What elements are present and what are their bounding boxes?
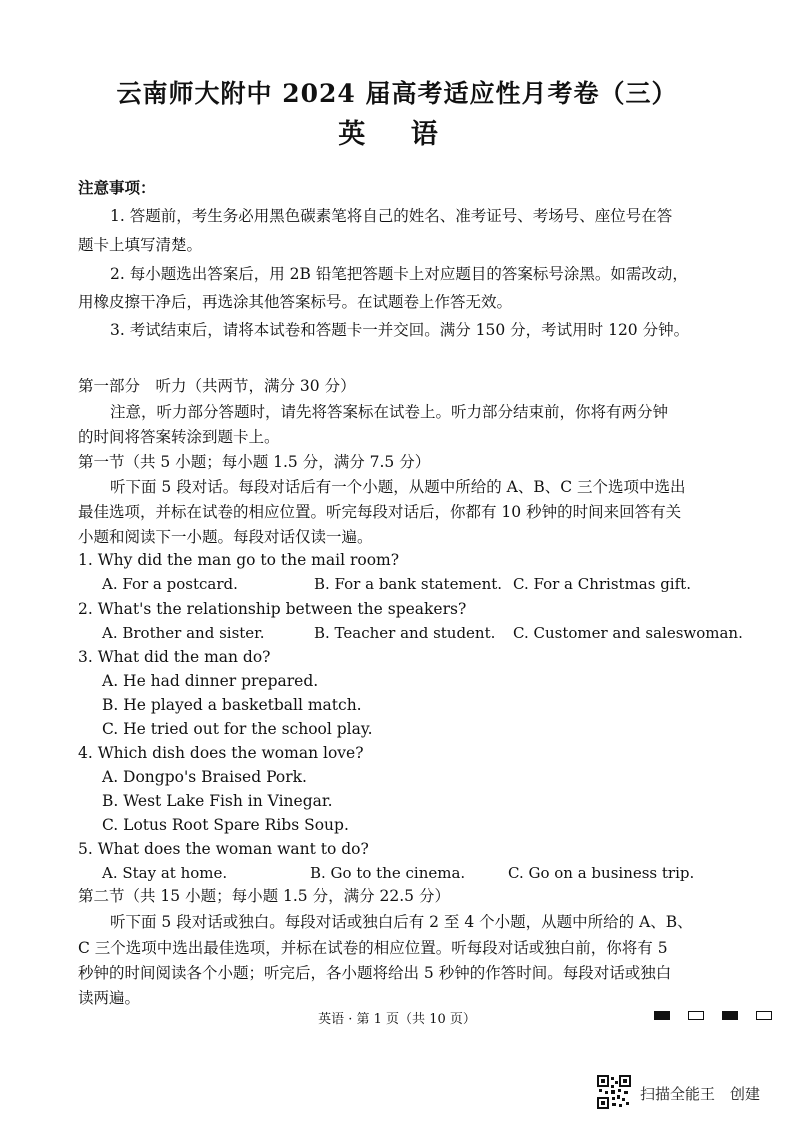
exam-title: 云南师大附中 2024 届高考适应性月考卷（三） <box>116 79 678 108</box>
option-a: A. Brother and sister. <box>102 624 265 642</box>
notice-item-2-line-1: 2. 每小题选出答案后，用 2B 铅笔把答题卡上对应题目的答案标号涂黑。如需改动， <box>110 265 688 283</box>
section2-instruction-line-4: 读两遍。 <box>78 989 141 1007</box>
mark-filled-icon <box>722 1011 738 1020</box>
option-b: B. Teacher and student. <box>314 624 496 642</box>
section2-instruction-line-2: C 三个选项中选出最佳选项，并标在试卷的相应位置。听每段对话或独白前，你将有 5 <box>78 939 668 957</box>
option-c: C. Customer and saleswoman. <box>513 624 743 642</box>
notice-item-1-line-2: 题卡上填写清楚。 <box>78 236 203 254</box>
notice-item-2-line-2: 用橡皮擦干净后，再选涂其他答案标号。在试题卷上作答无效。 <box>78 293 513 311</box>
section1-instruction-line-2: 最佳选项，并标在试卷的相应位置。听完每段对话后，你都有 10 秒钟的时间来回答有关 <box>78 503 682 521</box>
option-a: A. For a postcard. <box>102 575 238 593</box>
notice-heading: 注意事项： <box>78 178 156 197</box>
part1-note-line-1: 注意，听力部分答题时，请先将答案标在试卷上。听力部分结束前，你将有两分钟 <box>110 403 669 421</box>
option-c: C. Go on a business trip. <box>508 864 695 882</box>
option-b: B. For a bank statement. <box>314 575 503 593</box>
exam-subject: 英 语 <box>338 119 456 150</box>
question-3: 3. What did the man do? <box>78 648 271 666</box>
question-1: 1. Why did the man go to the mail room? <box>78 551 400 569</box>
question-4: 4. Which dish does the woman love? <box>78 744 364 762</box>
mark-empty-icon <box>688 1011 704 1020</box>
scanner-watermark: 扫描全能王 创建 <box>640 1085 761 1103</box>
part1-heading: 第一部分 听力（共两节，满分 30 分） <box>78 377 356 395</box>
mark-empty-icon <box>756 1011 772 1020</box>
option-a: A. Stay at home. <box>102 864 228 882</box>
question-3-option-a: A. He had dinner prepared. <box>102 672 319 690</box>
option-c: C. For a Christmas gift. <box>513 575 691 593</box>
notice-item-3: 3. 考试结束后，请将本试卷和答题卡一并交回。满分 150 分，考试用时 120 分钟。 <box>110 321 690 339</box>
section2-heading: 第二节（共 15 小题；每小题 1.5 分，满分 22.5 分） <box>78 887 450 905</box>
page-number: 英语 · 第 1 页（共 10 页） <box>318 1012 476 1027</box>
question-3-option-b: B. He played a basketball match. <box>102 696 362 714</box>
section1-instruction-line-3: 小题和阅读下一小题。每段对话仅读一遍。 <box>78 528 373 546</box>
question-3-option-c: C. He tried out for the school play. <box>102 720 373 738</box>
question-4-option-c: C. Lotus Root Spare Ribs Soup. <box>102 816 349 834</box>
question-4-option-b: B. West Lake Fish in Vinegar. <box>102 792 333 810</box>
option-b: B. Go to the cinema. <box>310 864 466 882</box>
section1-heading: 第一节（共 5 小题；每小题 1.5 分，满分 7.5 分） <box>78 453 431 471</box>
qr-code-icon <box>597 1075 631 1109</box>
question-4-option-a: A. Dongpo's Braised Pork. <box>102 768 307 786</box>
question-5: 5. What does the woman want to do? <box>78 840 369 858</box>
mark-filled-icon <box>654 1011 670 1020</box>
section1-instruction-line-1: 听下面 5 段对话。每段对话后有一个小题，从题中所给的 A、B、C 三个选项中选出 <box>110 478 686 496</box>
notice-item-1-line-1: 1. 答题前，考生务必用黑色碳素笔将自己的姓名、准考证号、考场号、座位号在答 <box>110 207 673 225</box>
section2-instruction-line-3: 秒钟的时间阅读各个小题；听完后，各小题将给出 5 秒钟的作答时间。每段对话或独白 <box>78 964 672 982</box>
part1-note-line-2: 的时间将答案转涂到题卡上。 <box>78 428 280 446</box>
section2-instruction-line-1: 听下面 5 段对话或独白。每段对话或独白后有 2 至 4 个小题，从题中所给的 A、B、 <box>110 913 693 931</box>
question-2: 2. What's the relationship between the speakers? <box>78 600 467 618</box>
